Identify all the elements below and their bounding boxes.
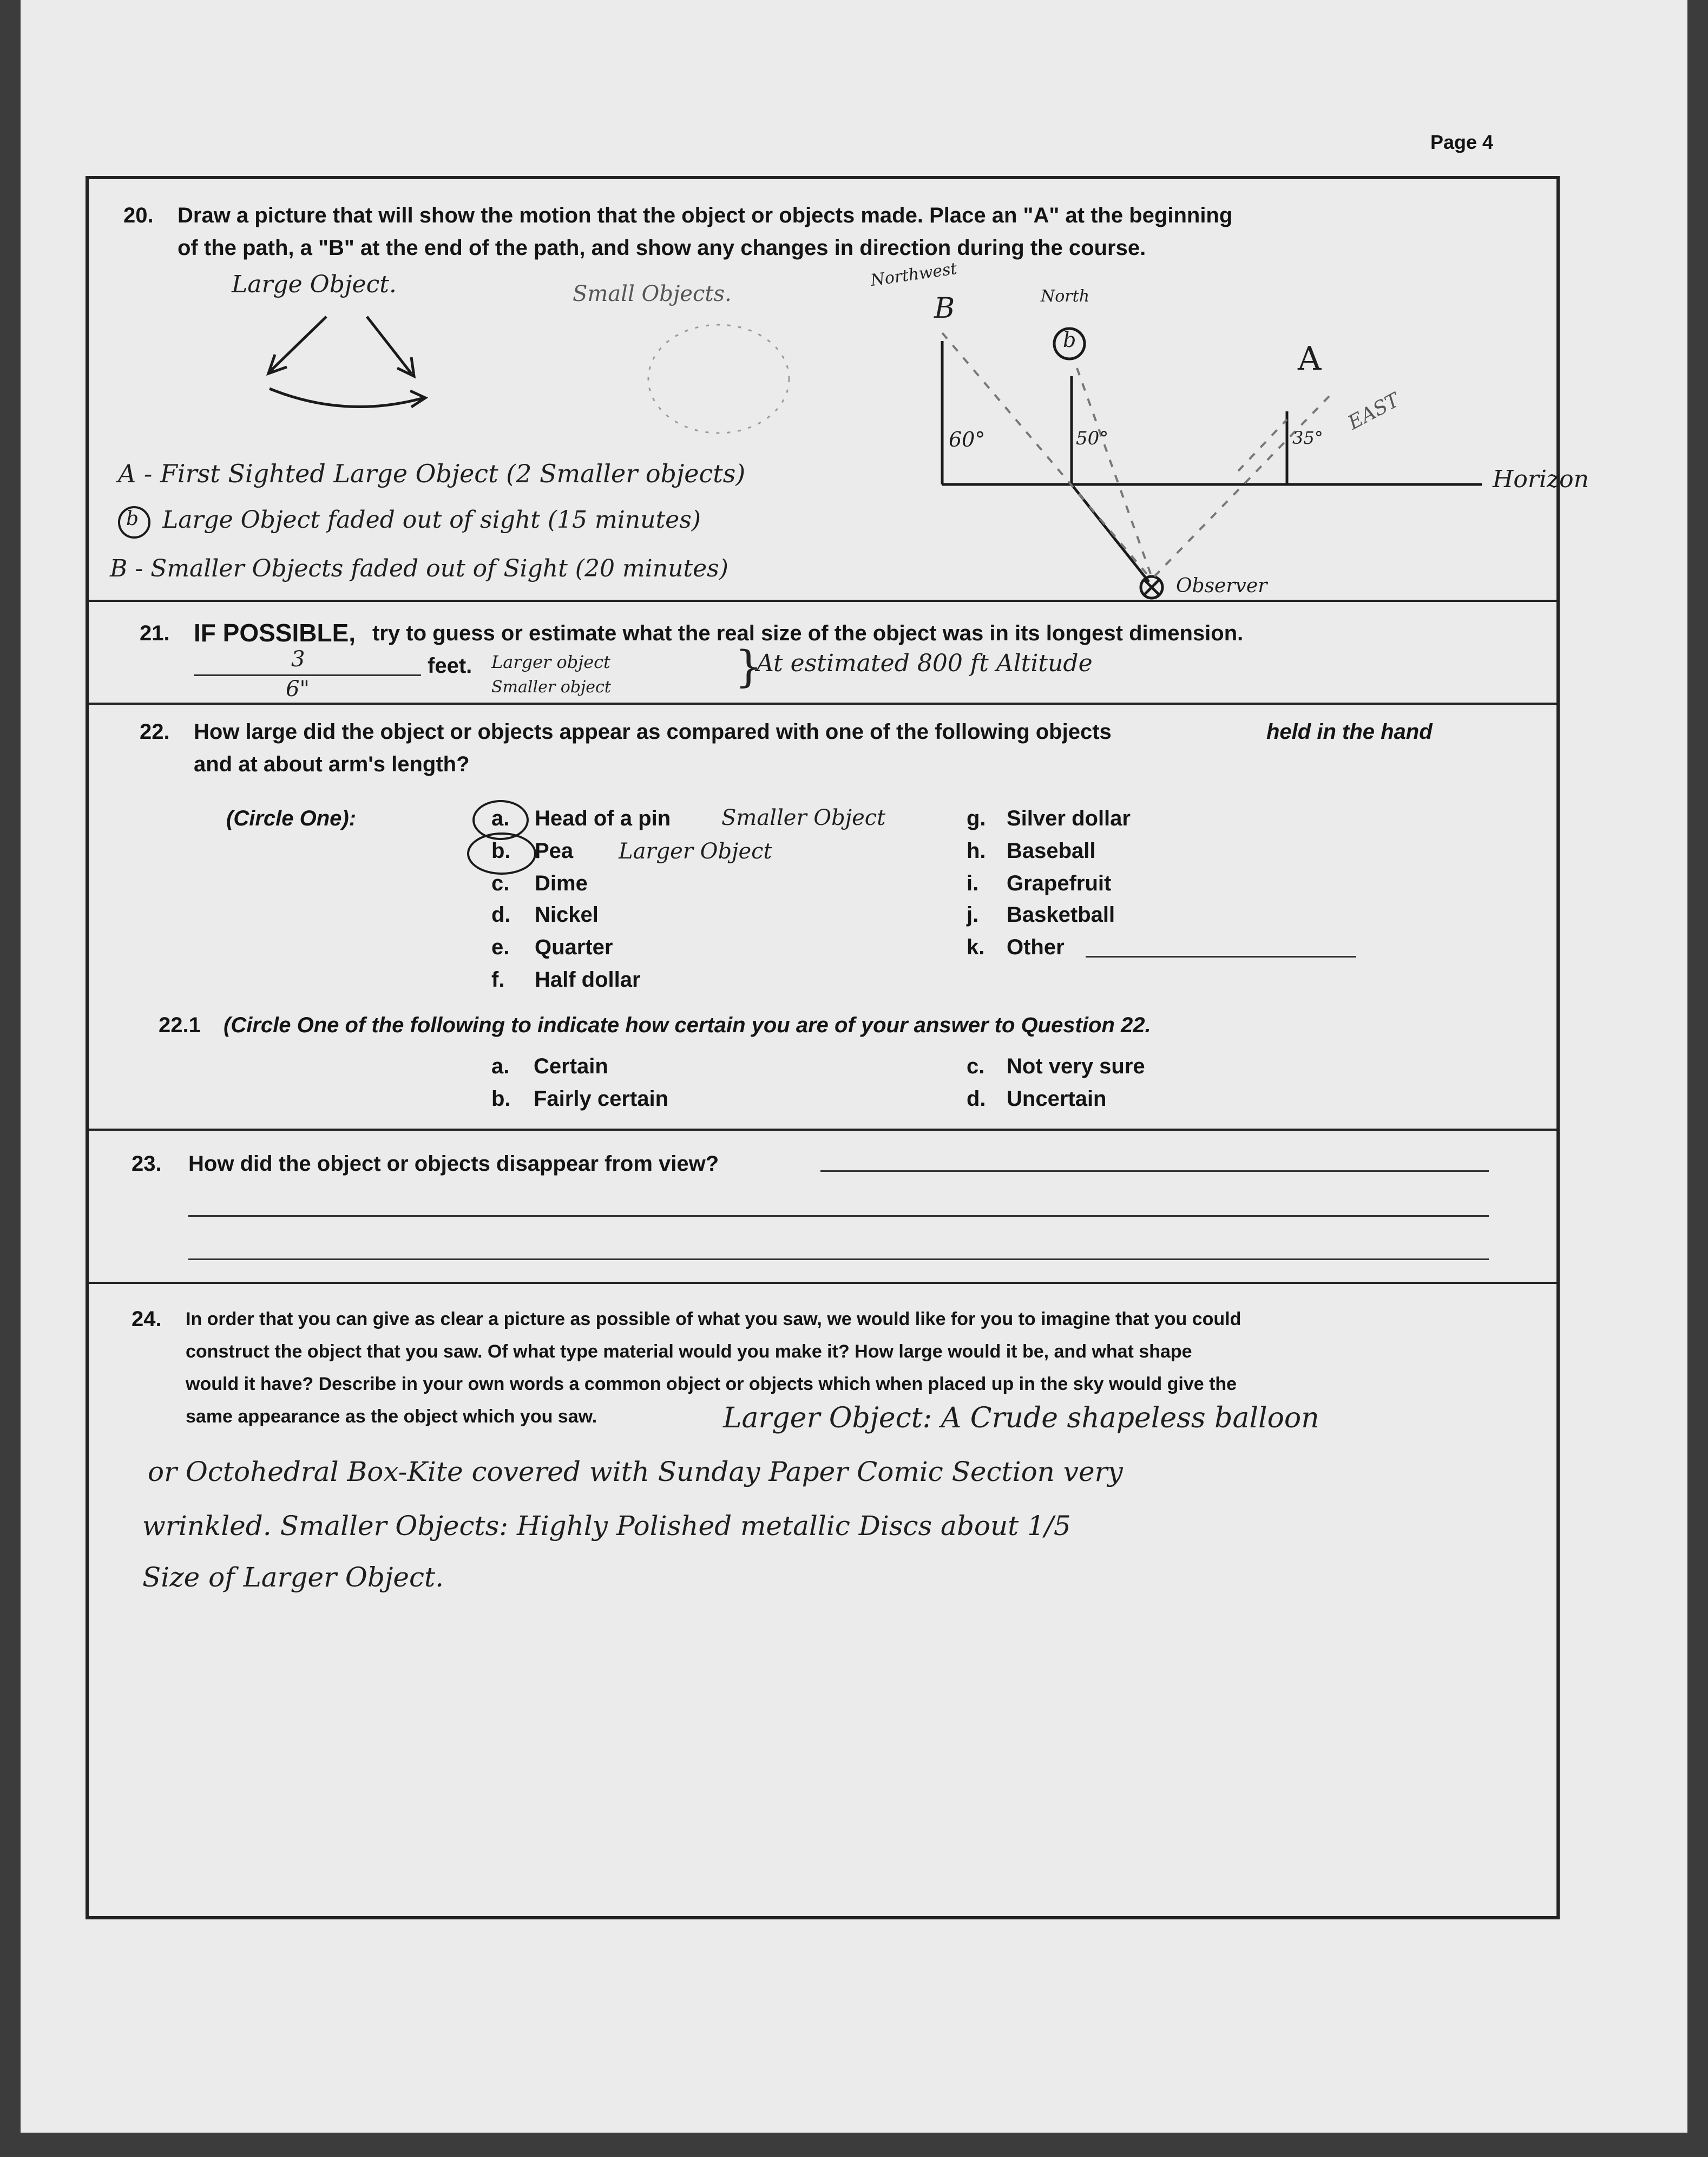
q22-prompt-line1: How large did the object or objects appear as compared with one of the following objects [194, 720, 1112, 744]
q24-number: 24. [132, 1307, 162, 1331]
q21-altitude-note: At estimated 800 ft Altitude [757, 650, 1093, 677]
arrow-left-line [271, 317, 326, 371]
q21-larger-label: Larger object [491, 652, 610, 672]
q22-option-j-letter[interactable]: j. [967, 903, 979, 927]
q22-1-number: 22.1 [159, 1013, 201, 1037]
q20-number: 20. [123, 204, 154, 227]
q20-note-a: A - First Sighted Large Object (2 Smaller objects) [118, 459, 746, 488]
q22-1-option-a-letter[interactable]: a. [491, 1054, 510, 1078]
q22-prompt-line2: and at about arm's length? [194, 752, 470, 776]
q22-option-b-label[interactable]: Pea [535, 839, 574, 863]
q21-feet-label: feet. [428, 654, 472, 678]
divider-q24 [86, 1282, 1560, 1284]
q23-answer-line-2[interactable] [188, 1215, 1489, 1217]
q22-option-j-label[interactable]: Basketball [1007, 903, 1115, 927]
q22-1-prompt: (Circle One of the following to indicate how certain you are of your answer to Question 22. [224, 1013, 1151, 1037]
divider-q22 [86, 703, 1560, 705]
arrow-right-line [367, 317, 411, 373]
q22-option-k-label[interactable]: Other [1007, 935, 1065, 959]
q24-answer-line1: Larger Object: A Crude shapeless balloon [723, 1402, 1319, 1434]
q22-1-option-c-label[interactable]: Not very sure [1007, 1054, 1145, 1078]
q22-option-k-letter[interactable]: k. [967, 935, 985, 959]
sketch-north-label: North [1041, 287, 1090, 306]
q22-option-a-label[interactable]: Head of a pin [535, 807, 671, 830]
sketch-angle-60: 60° [949, 428, 986, 451]
q22-option-b-letter[interactable]: b. [491, 839, 511, 863]
q22-option-c-label[interactable]: Dime [535, 871, 588, 895]
q20-note-b: Large Object faded out of sight (15 minutes) [162, 506, 701, 534]
q21-prompt: try to guess or estimate what the real size of the object was in its longest dimension. [372, 621, 1244, 645]
q22-option-g-label[interactable]: Silver dollar [1007, 807, 1131, 830]
q22-option-i-label[interactable]: Grapefruit [1007, 871, 1112, 895]
q24-prompt-line2: construct the object that you saw. Of what type material would you make it? How large would it be, and what shape [186, 1341, 1192, 1362]
q23-number: 23. [132, 1152, 162, 1176]
q22-circle-one: (Circle One): [226, 807, 357, 830]
q22-prompt-held: held in the hand [1266, 720, 1433, 744]
q21-answer-bottom: 6" [286, 677, 310, 701]
q22-option-h-letter[interactable]: h. [967, 839, 986, 863]
q22-option-d-label[interactable]: Nickel [535, 903, 599, 927]
q21-prompt-bold: IF POSSIBLE, [194, 619, 356, 647]
q22-1-option-c-letter[interactable]: c. [967, 1054, 985, 1078]
q21-brace: } [735, 641, 763, 692]
sketch-A-label: A [1298, 340, 1322, 378]
sketch-observer-label: Observer [1176, 575, 1267, 597]
sketch-small-objects-label: Small Objects. [573, 281, 732, 306]
sketch-horizon-label: Horizon [1493, 466, 1589, 493]
q20-prompt-line2: of the path, a "B" at the end of the path, and show any changes in direction during the course. [178, 236, 1146, 260]
q22-option-e-label[interactable]: Quarter [535, 935, 613, 959]
large-object-arc [270, 389, 424, 407]
q24-prompt-line3: would it have? Describe in your own words a common object or objects which when placed up in the sky would give the [186, 1374, 1237, 1394]
sightline-B [942, 333, 1149, 576]
q22-option-c-letter[interactable]: c. [491, 871, 510, 895]
q22-option-d-letter[interactable]: d. [491, 903, 511, 927]
q22-option-e-letter[interactable]: e. [491, 935, 510, 959]
q22-option-h-label[interactable]: Baseball [1007, 839, 1096, 863]
sketch-angle-50: 50° [1076, 428, 1109, 449]
q20-note-b-marker: b [126, 508, 139, 530]
q24-answer-line2: or Octohedral Box-Kite covered with Sunday Paper Comic Section very [148, 1456, 1123, 1487]
q22-option-g-letter[interactable]: g. [967, 807, 986, 830]
q20-prompt-line1: Draw a picture that will show the motion that the object or objects made. Place an "A" at the beginning [178, 204, 1233, 227]
q22-option-a-letter[interactable]: a. [491, 807, 510, 830]
q22-1-option-b-label[interactable]: Fairly certain [534, 1087, 669, 1111]
q22-1-option-a-label[interactable]: Certain [534, 1054, 608, 1078]
q22-option-i-letter[interactable]: i. [967, 871, 979, 895]
q22-1-option-d-letter[interactable]: d. [967, 1087, 986, 1111]
page-number: Page 4 [1430, 131, 1494, 153]
q21-answer-line [194, 674, 421, 676]
q22-other-line[interactable] [1086, 956, 1356, 958]
sketch-northwest-label: Northwest [869, 259, 958, 291]
q24-prompt-line1: In order that you can give as clear a picture as possible of what you saw, we would like for you to imagine that you could [186, 1309, 1241, 1329]
q23-answer-line-3[interactable] [188, 1258, 1489, 1260]
q24-answer-line4: Size of Larger Object. [142, 1562, 444, 1593]
divider-q23 [86, 1129, 1560, 1131]
q24-answer-line3: wrinkled. Smaller Objects: Highly Polished metallic Discs about 1/5 [142, 1510, 1071, 1542]
faint-pencil-oval [648, 325, 789, 433]
q20-note-c: B - Smaller Objects faded out of Sight (20 minutes) [110, 555, 728, 582]
sketch-b-label: b [1063, 328, 1076, 352]
q22-option-f-label[interactable]: Half dollar [535, 968, 641, 992]
form-page [21, 0, 1687, 2133]
sketch-angle-35: 35° [1292, 428, 1323, 448]
q22-option-a-note: Smaller Object [721, 805, 886, 830]
q21-number: 21. [140, 621, 170, 645]
q21-answer-top: 3 [291, 647, 305, 672]
q23-answer-line-1[interactable] [820, 1170, 1489, 1172]
box-bottom-border [86, 1916, 1560, 1919]
q22-number: 22. [140, 720, 170, 744]
q22-option-f-letter[interactable]: f. [491, 968, 505, 992]
q23-prompt: How did the object or objects disappear from view? [188, 1152, 719, 1176]
q21-smaller-label: Smaller object [491, 678, 611, 697]
q22-option-b-note: Larger Object [619, 839, 772, 864]
sketch-B-label: B [934, 292, 955, 325]
sightline-b [1077, 368, 1151, 574]
sketch-east-label: EAST [1344, 389, 1403, 435]
sketch-large-object-label: Large Object. [232, 271, 397, 298]
q24-prompt-line4: same appearance as the object which you saw. [186, 1406, 597, 1427]
q22-1-option-b-letter[interactable]: b. [491, 1087, 511, 1111]
q22-1-option-d-label[interactable]: Uncertain [1007, 1087, 1107, 1111]
